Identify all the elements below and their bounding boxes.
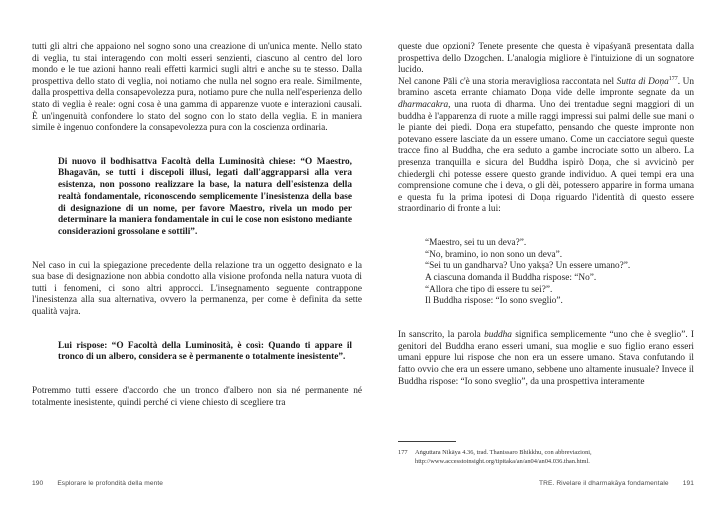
footnote-number: 177	[398, 449, 408, 457]
right-page-number: 191	[682, 480, 694, 487]
right-paragraph-2: Nel canone Pāli c'è una storia meravigliosa raccontata nel Sutta di Doṇa$^{177}$. Un bramino asceta errante chiamato Doṇa vide delle impronte segnate da un dharmacakra, una ruota di dharma. Uno dei trentadue segni maggiori di un buddha è l'apparenza di ruote a mille raggi impressi sui palmi delle sue mani o le piante dei piedi. Doṇa era stupefatto, pensando che queste impronte non potevano essere lasciate da un essere umano. Come un cacciatore seguì queste tracce fino al Buddha, che era seduto a gambe incrociate sotto un albero. La presenza tranquilla e sicura del Buddha ispirò Doṇa, che si avvicinò per chiedergli chi potesse essere questo grande individuo. A quei tempi era una comprensione comune che i deva, o gli dèi, potessero apparire in forma umana e questa fu la prima ipotesi di Doṇa riguardo l'identità di questo essere straordinario di fronte a lui:	[398, 75, 694, 215]
footnote-text	[415, 449, 694, 466]
left-page-number: 190	[32, 480, 44, 487]
right-page-footer	[398, 480, 694, 487]
footnote-177	[398, 449, 694, 466]
right-paragraph-3: In sanscrito, la parola buddha significa semplicemente “uno che è sveglio”. I genitori del Buddha erano esseri umani, sua moglie e suo figlio erano esseri umani eppure lui rispose che non era un essere umano. Stava confutando il fatto ovvio che era un essere umano, sebbene uno altamente inusuale? Invece il Buddha rispose: “Io sono sveglio”, da una prospettiva interamente	[398, 330, 694, 387]
footnote-area	[398, 441, 694, 466]
left-page-footer	[32, 480, 362, 487]
dialogue-line: “Allora che tipo di essere tu sei?”.	[425, 284, 553, 295]
left-paragraph-2: Nel caso in cui la spiegazione precedente della relazione tra un oggetto designato e la sua base di designazione non abbia condotto alla visione profonda nella natura vuota di tutti i fenomeni, ci sono altri approcci. L'insegnamento seguente contrappone l'inesistenza alla sua alternativa, ovvero la permanenza, per come è definita da sette qualità vajra.	[32, 260, 362, 318]
dialogue-line: “Maestro, sei tu un deva?”.	[425, 237, 527, 248]
right-running-title: TRE. Rivelare il dharmakāya fondamentale	[538, 480, 669, 487]
dialogue-line: Il Buddha rispose: “Io sono sveglio”.	[425, 296, 563, 307]
dialogue-line: “Sei tu un gandharva? Uno yakṣa? Un essere umano?”.	[425, 261, 631, 272]
left-paragraph-1: tutti gli altri che appaiono nel sogno sono una creazione di un'unica mente. Nello stato di veglia, tu stai interagendo con molti esseri senzienti, ciascuno al centro del loro mondo e le tue azioni hanno reali effetti karmici sugli altri e anche su te stesso. Dalla prospettiva dello stato di veglia, noi notiamo che nulla nel sogno era reale. Similmente, dalla prospettiva della consapevolezza pura, notiamo pure che nulla nell'esperienza dello stato di veglia è reale: ogni cosa è una gamma di apparenze vuote e interazioni causali. È un'ingenuità confondere lo stato del sogno con lo stato della veglia. E in maniera simile è ingenuo confondere la consapevolezza pura con la coscienza ordinaria.	[32, 42, 362, 134]
left-running-title: Esplorare le profondità della mente	[57, 480, 164, 487]
left-page	[32, 42, 362, 508]
footnote-citation: Aṅguttara Nikāya 4.36, trad. Thanissaro Bhikkhu, con abbreviazioni,	[415, 449, 592, 457]
blockquote-luminosity-question: Di nuovo il bodhisattva Facoltà della Luminosità chiese: “O Maestro, Bhagavān, se tutti i discepoli illusi, legati dall'aggrapparsi alla vera esistenza, non possono realizzare la base, la natura dell'esistenza della realtà fondamentale, riconoscendo semplicemente l'inesistenza della base di designazione di un nome, per favore Maestro, rivela un modo per determinare la maniera fondamentale in cui le cose non esistono mediante considerazioni grossolane e sottili”.	[58, 156, 352, 237]
right-paragraph-1: queste due opzioni? Tenete presente che questa è vipaśyanā presentata dalla prospettiva dello Dzogchen. L'analogia migliore è l'intuizione di un sognatore lucido.	[398, 42, 694, 76]
footnote-rule	[398, 441, 456, 442]
dona-dialogue-block	[425, 238, 694, 308]
blockquote-tree-trunk-answer: Lui rispose: “O Facoltà della Luminosità, è così: Quando ti appare il tronco di un albero, considera se è permanente o totalmente inesistente”.	[58, 340, 352, 363]
footnote-url: http://www.accesstoinsight.org/tipitaka/an/an04/an04.036.than.html.	[415, 457, 590, 465]
dialogue-line: “No, bramino, io non sono un deva”.	[425, 249, 563, 260]
right-page	[398, 42, 694, 508]
left-paragraph-3: Potremmo tutti essere d'accordo che un tronco d'albero non sia né permanente né totalmente inesistente, quindi perché ci viene chiesto di scegliere tra	[32, 386, 362, 408]
dialogue-line: A ciascuna domanda il Buddha rispose: “No”.	[425, 273, 597, 284]
